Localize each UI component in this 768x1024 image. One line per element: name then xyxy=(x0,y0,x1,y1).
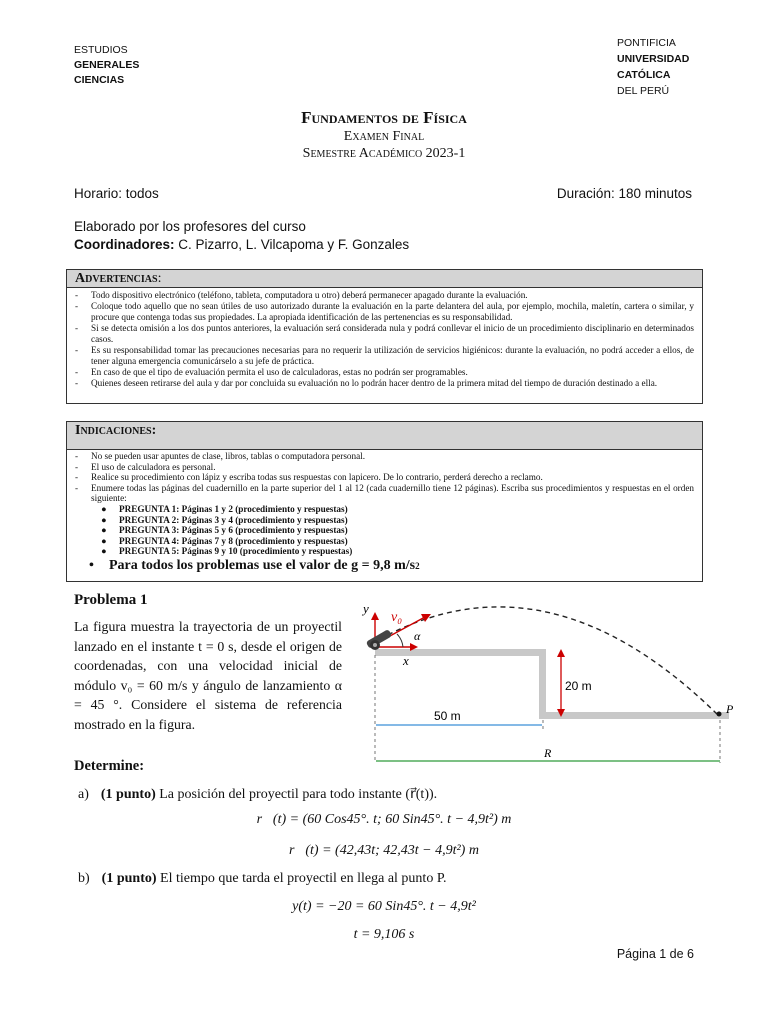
page-number: Página 1 de 6 xyxy=(616,947,694,961)
exam-title: Fundamentos de Física xyxy=(301,108,467,127)
instruction-subitem: ● PREGUNTA 5: Páginas 9 y 10 (procedimiento y respuestas) xyxy=(101,546,353,557)
instruction-subitem: ● PREGUNTA 2: Páginas 3 y 4 (procedimiento y respuestas) xyxy=(101,514,348,525)
warning-item: - Es su responsabilidad tomar las precauciones necesarias para no requerir la utilización de servicios higiénicos: durante la evaluación, no podrá acceder a ellos, de tener alguna emergencia comunicárselo a su jefe de práctica. xyxy=(75,345,694,366)
instructions-title: Indicaciones: xyxy=(67,422,702,450)
equation-b2: t = 9,106 s xyxy=(353,927,415,942)
header-left-line-3: CIENCIAS xyxy=(74,74,125,86)
instruction-item: - El uso de calculadora es personal. xyxy=(75,461,216,472)
warning-item: - Si se detecta omisión a los dos puntos anteriores, la evaluación será considerada nula y podrá conllevar el inicio de un procedimiento disciplinario en determinados casos. xyxy=(75,323,694,344)
schedule: Horario: todos xyxy=(74,186,159,201)
warning-item: - Quienes deseen retirarse del aula y dar por concluida su evaluación no lo podrán hacer dentro de la primera mitad del tiempo de duración destinado a ella. xyxy=(75,378,658,388)
authors: Elaborado por los profesores del curso xyxy=(74,219,306,234)
header-right xyxy=(617,35,689,99)
gravity-note: • Para todos los problemas use el valor de g = 9,8 m/s 2 xyxy=(89,557,420,573)
header-right-line-2: UNIVERSIDAD xyxy=(617,53,690,65)
exam-semester: Semestre Académico 2023-1 xyxy=(302,146,466,161)
height-label: 20 m xyxy=(565,679,592,693)
point-label: P xyxy=(726,702,734,716)
header-right-line-4: DEL PERÚ xyxy=(617,85,670,97)
height-arrow-up-icon xyxy=(557,649,565,657)
v0-label: v₀ xyxy=(391,610,403,625)
y-label: y xyxy=(363,601,369,616)
problem-statement: La figura muestra la trayectoria de un proyectil lanzado en el instante t = 0 s, desde el origen de coordenadas, con una velocidad inicial de módulo v₀ = 60 m/s y ángulo de lanzamiento α = 45 °. Considere el sistema de referencia mostrado en la figura. xyxy=(74,619,342,732)
distance-label: 50 m xyxy=(434,709,461,723)
cliff-wall xyxy=(539,649,546,718)
instruction-subitem: ● PREGUNTA 4: Páginas 7 y 8 (procedimiento y respuestas) xyxy=(101,535,348,546)
header-right-line-3: CATÓLICA xyxy=(617,69,671,81)
point-p xyxy=(717,712,722,717)
x-label: x xyxy=(403,653,409,668)
alpha-label: α xyxy=(414,629,421,643)
projectile-figure xyxy=(345,595,765,775)
coordinators-label: Coordinadores: xyxy=(74,237,175,252)
header-left-line-2: GENERALES xyxy=(74,59,140,71)
determine-label: Determine: xyxy=(74,758,145,774)
instruction-item: - Realice su procedimiento con lápiz y escriba todas sus respuestas con lapicero. De lo contrario, perderá derecho a reclamo. xyxy=(75,472,543,483)
coordinators xyxy=(74,237,409,252)
problem-title: Problema 1 xyxy=(74,592,148,608)
duration: Duración: 180 minutos xyxy=(556,186,692,201)
equation-a2: r⃗(t) = (42,43t; 42,43t − 4,9t²) m xyxy=(289,843,479,858)
warning-item: - Todo dispositivo electrónico (teléfono, tableta, computadora u otro) deberá permanecer apagado durante la evaluación. xyxy=(75,290,528,300)
warnings-box xyxy=(66,269,703,404)
exam-subtitle: Examen Final xyxy=(343,129,425,144)
range-label: R xyxy=(544,746,552,760)
instructions-box xyxy=(66,421,703,582)
question-a: a) (1 punto) La posición del proyectil para todo instante (r⃗(t)). xyxy=(78,787,438,802)
equation-b1: y(t) = −20 = 60 Sin45°. t − 4,9t² xyxy=(292,899,476,914)
equation-a1: r⃗(t) = (60 Cos45°. t; 60 Sin45°. t − 4,9t²) m xyxy=(256,812,512,827)
warnings-title: Advertencias: xyxy=(67,270,702,288)
warnings-list xyxy=(67,288,702,391)
warning-item: - En caso de que el tipo de evaluación permita el uso de calculadoras, estas no podrán ser programables. xyxy=(75,367,468,377)
instruction-item: - No se pueden usar apuntes de clase, libros, tablas o computadora personal. xyxy=(75,451,366,461)
header-right-line-1: PONTIFICIA xyxy=(617,37,676,49)
upper-ground xyxy=(375,649,543,656)
coordinators-names: C. Pizarro, L. Vilcapoma y F. Gonzales xyxy=(174,237,410,252)
header-left xyxy=(74,43,139,88)
instruction-subitem: ● PREGUNTA 3: Páginas 5 y 6 (procedimiento y respuestas) xyxy=(101,525,348,536)
question-b: b) (1 punto) El tiempo que tarda el proyectil en llega al punto P. xyxy=(78,871,447,886)
trajectory-path xyxy=(380,607,718,715)
lower-ground xyxy=(539,712,729,719)
y-axis-arrow-icon xyxy=(371,612,379,620)
instruction-subitem: ● PREGUNTA 1: Páginas 1 y 2 (procedimiento y respuestas) xyxy=(101,503,348,514)
warning-item: - Coloque todo aquello que no sean útiles de uso autorizado durante la evaluación en la parte delantera del aula, por ejemplo, mochila, maletín, cartera o similar, y procure que contenga todas sus propiedades. La apropiada identificación de las pertenencias es su responsabilidad. xyxy=(75,301,694,322)
angle-arc xyxy=(397,634,403,647)
instruction-item: - Enumere todas las páginas del cuadernillo en la parte superior del 1 al 12 (cada cuadernillo tiene 12 páginas). Escriba sus procedimientos y respuestas en el orden siguiente: xyxy=(75,482,694,504)
header-left-line-1: ESTUDIOS xyxy=(74,44,128,56)
instructions-list xyxy=(67,450,702,577)
